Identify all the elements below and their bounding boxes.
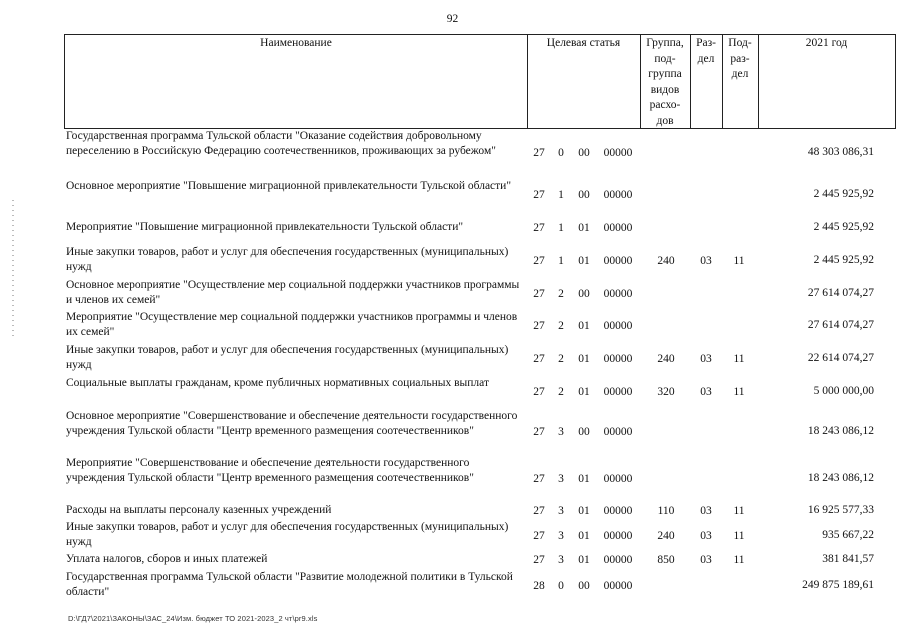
table-row <box>64 343 896 375</box>
table-row <box>64 376 896 408</box>
row-name: Мероприятие "Повышение миграционной привлекательности Тульской области" <box>66 221 464 233</box>
row-code-4: 00000 <box>603 287 633 300</box>
row-code-1: 27 <box>533 352 545 365</box>
header-name: Наименование <box>260 37 332 49</box>
row-subsecode-tion: 11 <box>733 529 745 542</box>
row-code-1: 27 <box>533 504 545 517</box>
row-code-2: 3 <box>558 473 564 485</box>
budget-table <box>64 34 896 640</box>
header-group: Группа, под- группа видов расхо- дов <box>646 37 684 127</box>
row-code-4: 00000 <box>603 352 633 365</box>
row-code-3: 00 <box>578 146 590 159</box>
table-row <box>64 310 896 342</box>
row-code-3: 01 <box>578 473 590 485</box>
row-amount: 2 445 925,92 <box>813 253 874 266</box>
row-code-1: 27 <box>533 529 545 542</box>
file-path-footer: D:\ГД7\2021\ЗАКОНЫ\ЗАС_24\Изм. бюджет ТО 2021-2023_2 чт\pr9.xls <box>68 614 318 623</box>
row-subsecode-tion: 11 <box>733 254 745 267</box>
row-subsecode-tion: 11 <box>733 504 745 517</box>
row-name: Иные закупки товаров, работ и услуг для обеспечения государственных (муниципальных) нужд <box>66 246 509 273</box>
row-amount: 18 243 086,12 <box>807 472 874 484</box>
row-code-1: 27 <box>533 426 545 438</box>
row-code-4: 00000 <box>603 221 633 234</box>
header-target: Целевая статья <box>546 37 621 49</box>
row-amount: 2 445 925,92 <box>813 220 874 233</box>
row-code-4: 00000 <box>603 504 633 517</box>
row-amount: 5 000 000,00 <box>813 384 874 397</box>
row-amount: 22 614 074,27 <box>807 351 874 364</box>
row-code-2: 3 <box>558 504 564 517</box>
row-code-2: 2 <box>558 385 564 398</box>
row-code-1: 27 <box>533 254 545 267</box>
row-code-4: 00000 <box>603 319 633 332</box>
row-secode-tion: 03 <box>700 352 712 365</box>
row-name: Мероприятие "Осуществление мер социальной поддержки участников программы и членов их семей" <box>66 311 518 338</box>
table-header <box>64 34 896 129</box>
table-row <box>64 520 896 552</box>
table-row <box>64 179 896 211</box>
table-row <box>64 213 896 243</box>
row-code-3: 01 <box>578 319 590 332</box>
row-name: Государственная программа Тульской области "Оказание содействия добровольному переселению в Российскую Федерацию соотечественников, проживающих за рубежом" <box>66 130 496 157</box>
row-code-2: 3 <box>558 426 564 438</box>
table-row <box>64 129 896 177</box>
row-code-3: 00 <box>578 188 590 201</box>
row-code-1: 27 <box>533 553 545 566</box>
row-code-4: 00000 <box>603 385 633 398</box>
row-code-1: 27 <box>533 385 545 398</box>
row-code-3: 01 <box>578 504 590 517</box>
row-group: 240 <box>657 352 675 365</box>
row-name: Государственная программа Тульской области "Развитие молодежной политики в Тульской области" <box>66 571 513 598</box>
row-code-3: 01 <box>578 553 590 566</box>
row-code-2: 3 <box>558 529 564 542</box>
row-code-3: 01 <box>578 529 590 542</box>
row-code-3: 01 <box>578 385 590 398</box>
row-secode-tion: 03 <box>700 254 712 267</box>
table-row <box>64 409 896 456</box>
margin-marks <box>12 200 14 340</box>
row-code-3: 01 <box>578 352 590 365</box>
row-name: Мероприятие "Совершенствование и обеспечение деятельности государственного учреждения Тульской области "Центр временного размещения соотечественников" <box>66 457 474 484</box>
row-name: Основное мероприятие "Осуществление мер социальной поддержки участников программы и членов их семей" <box>66 279 520 306</box>
row-code-2: 0 <box>558 579 564 592</box>
row-name: Социальные выплаты гражданам, кроме публичных нормативных социальных выплат <box>66 377 489 389</box>
row-code-4: 00000 <box>603 254 633 267</box>
row-name: Иные закупки товаров, работ и услуг для обеспечения государственных (муниципальных) нужд <box>66 521 509 548</box>
row-code-1: 27 <box>533 188 545 201</box>
row-group: 850 <box>657 553 675 566</box>
row-group: 320 <box>657 385 675 398</box>
row-code-3: 00 <box>578 426 590 438</box>
row-name: Основное мероприятие "Совершенствование и обеспечение деятельности государственного учреждения Тульской области "Центр временного размещения соотечественников" <box>66 410 518 437</box>
header-subsection: Под- раз- дел <box>728 37 752 80</box>
row-subsecode-tion: 11 <box>733 553 745 566</box>
row-amount: 48 303 086,31 <box>807 145 874 158</box>
row-amount: 249 875 189,61 <box>802 578 874 591</box>
row-name: Уплата налогов, сборов и иных платежей <box>66 553 268 565</box>
row-code-4: 00000 <box>603 146 633 159</box>
table-row <box>64 570 896 602</box>
row-code-4: 00000 <box>603 473 633 485</box>
row-code-3: 00 <box>578 287 590 300</box>
row-name: Иные закупки товаров, работ и услуг для обеспечения государственных (муниципальных) нужд <box>66 344 509 371</box>
row-name: Основное мероприятие "Повышение миграционной привлекательности Тульской области" <box>66 180 512 192</box>
table-row <box>64 278 896 310</box>
row-secode-tion: 03 <box>700 385 712 398</box>
row-code-2: 2 <box>558 287 564 300</box>
row-code-2: 2 <box>558 319 564 332</box>
row-secode-tion: 03 <box>700 504 712 517</box>
row-code-1: 28 <box>533 579 545 592</box>
table-row <box>64 503 896 519</box>
row-amount: 27 614 074,27 <box>807 286 874 299</box>
row-code-3: 01 <box>578 254 590 267</box>
row-code-3: 00 <box>578 579 590 592</box>
row-code-1: 27 <box>533 319 545 332</box>
table-row <box>64 245 896 277</box>
row-secode-tion: 03 <box>700 553 712 566</box>
page-number: 92 <box>446 13 459 25</box>
row-code-2: 2 <box>558 352 564 365</box>
row-amount: 16 925 577,33 <box>807 503 874 516</box>
row-name: Расходы на выплаты персоналу казенных учреждений <box>66 504 332 516</box>
row-subsecode-tion: 11 <box>733 352 745 365</box>
row-code-1: 27 <box>533 221 545 234</box>
table-body <box>64 129 896 640</box>
row-code-4: 00000 <box>603 188 633 201</box>
row-group: 240 <box>657 529 675 542</box>
row-code-2: 3 <box>558 553 564 566</box>
row-code-1: 27 <box>533 146 545 159</box>
row-subsecode-tion: 11 <box>733 385 745 398</box>
row-code-2: 1 <box>558 254 564 267</box>
header-year: 2021 год <box>805 37 848 49</box>
row-code-2: 0 <box>558 146 564 159</box>
row-code-3: 01 <box>578 221 590 234</box>
row-amount: 381 841,57 <box>822 552 874 565</box>
row-amount: 18 243 086,12 <box>807 425 874 437</box>
row-group: 240 <box>657 254 675 267</box>
row-code-4: 00000 <box>603 529 633 542</box>
row-secode-tion: 03 <box>700 529 712 542</box>
row-amount: 2 445 925,92 <box>813 187 874 200</box>
row-amount: 27 614 074,27 <box>807 318 874 331</box>
row-code-1: 27 <box>533 287 545 300</box>
row-code-4: 00000 <box>603 579 633 592</box>
header-section: Раз- дел <box>696 37 716 65</box>
row-code-1: 27 <box>533 473 545 485</box>
row-code-4: 00000 <box>603 553 633 566</box>
row-code-4: 00000 <box>603 426 633 438</box>
row-group: 110 <box>657 504 675 517</box>
row-code-2: 1 <box>558 188 564 201</box>
row-amount: 935 667,22 <box>822 528 874 541</box>
table-row <box>64 552 896 568</box>
row-code-2: 1 <box>558 221 564 234</box>
table-row <box>64 456 896 503</box>
